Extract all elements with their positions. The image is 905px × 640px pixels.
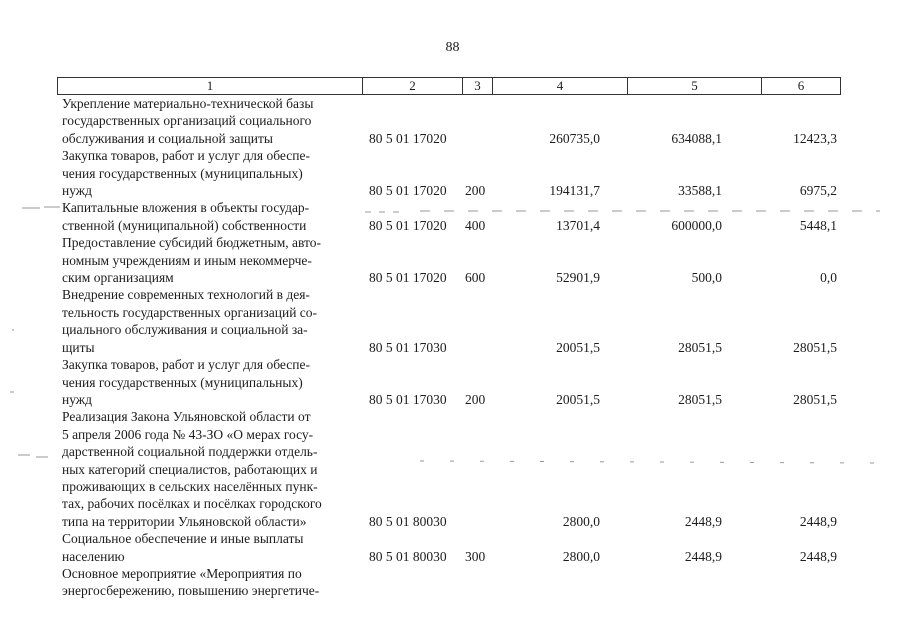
amount-col-5: 600000,0 (671, 217, 722, 233)
target-article-code: 80 5 01 80030 (369, 513, 447, 529)
amount-col-5: 33588,1 (678, 183, 722, 199)
table-row (0, 356, 905, 408)
amount-col-4: 2800,0 (562, 513, 600, 529)
amount-col-6: 2448,9 (799, 548, 837, 564)
amount-col-5: 2448,9 (684, 513, 722, 529)
description-line: ственной (муниципальной) собственности (62, 217, 307, 233)
amount-col-6: 5448,1 (799, 217, 837, 233)
row-description (62, 147, 358, 199)
table-row (0, 408, 905, 530)
amount-col-4: 260735,0 (549, 130, 600, 146)
table-row (0, 95, 905, 147)
target-article-code: 80 5 01 17030 (369, 339, 447, 355)
column-header-3: 3 (463, 78, 493, 94)
description-line: номным учреждениям и иным некоммерче- (62, 252, 312, 268)
expense-type-code: 200 (465, 183, 486, 199)
target-article-code: 80 5 01 80030 (369, 548, 447, 564)
amount-col-4: 2800,0 (562, 548, 600, 564)
table-row (0, 530, 905, 565)
column-header-4: 4 (493, 78, 628, 94)
amount-col-6: 28051,5 (793, 339, 837, 355)
description-line: Внедрение современных технологий в дея- (62, 287, 310, 303)
description-line: Закупка товаров, работ и услуг для обеспе- (62, 148, 310, 164)
target-article-code: 80 5 01 17020 (369, 130, 447, 146)
amount-col-4: 194131,7 (549, 183, 600, 199)
row-description (62, 286, 358, 356)
column-header-6: 6 (797, 78, 805, 93)
description-line: нужд (62, 391, 92, 407)
table-row (0, 147, 905, 199)
description-line: ским организациям (62, 270, 174, 286)
description-line: ных категорий специалистов, работающих и (62, 461, 318, 477)
table-column-header (57, 77, 841, 95)
amount-col-6: 6975,2 (799, 183, 837, 199)
amount-col-6: 28051,5 (793, 391, 837, 407)
description-line: дарственной социальной поддержки отдель- (62, 444, 318, 460)
description-line: 5 апреля 2006 года № 43-ЗО «О мерах госу- (62, 426, 314, 442)
expense-type-code: 300 (465, 548, 486, 564)
table-row (0, 286, 905, 356)
description-line: Предоставление субсидий бюджетным, авто- (62, 235, 321, 251)
amount-col-5: 634088,1 (671, 130, 722, 146)
description-line: Закупка товаров, работ и услуг для обеспе- (62, 357, 310, 373)
amount-col-4: 52901,9 (556, 270, 600, 286)
description-line: проживающих в сельских населённых пунк- (62, 478, 318, 494)
amount-col-6: 2448,9 (799, 513, 837, 529)
description-line: Реализация Закона Ульяновской области от (62, 409, 311, 425)
amount-col-6: 0,0 (820, 270, 837, 286)
description-line: Основное мероприятие «Мероприятия по (62, 565, 302, 581)
page-number: 88 (445, 40, 460, 55)
table-body (0, 95, 905, 600)
table-row (0, 199, 905, 234)
amount-col-5: 2448,9 (684, 548, 722, 564)
target-article-code: 80 5 01 17030 (369, 391, 447, 407)
description-line: щиты (62, 339, 95, 355)
amount-col-5: 28051,5 (678, 339, 722, 355)
row-description (62, 95, 358, 147)
row-description (62, 408, 358, 530)
row-description (62, 530, 358, 565)
description-line: населению (62, 548, 125, 564)
amount-col-5: 28051,5 (678, 391, 722, 407)
description-line: обслуживания и социальной защиты (62, 130, 273, 146)
row-description (62, 199, 358, 234)
amount-col-6: 12423,3 (793, 130, 837, 146)
amount-col-5: 500,0 (691, 270, 722, 286)
row-description (62, 565, 358, 600)
description-line: типа на территории Ульяновской области» (62, 513, 307, 529)
target-article-code: 80 5 01 17020 (369, 217, 447, 233)
expense-type-code: 400 (465, 217, 486, 233)
expense-type-code: 200 (465, 391, 486, 407)
description-line: нужд (62, 183, 92, 199)
description-line: чения государственных (муниципальных) (62, 374, 303, 390)
description-line: чения государственных (муниципальных) (62, 165, 303, 181)
column-header-2: 2 (363, 78, 463, 94)
target-article-code: 80 5 01 17020 (369, 270, 447, 286)
description-line: Капитальные вложения в объекты государ- (62, 200, 310, 216)
amount-col-4: 20051,5 (556, 339, 600, 355)
table-row (0, 565, 905, 600)
amount-col-4: 13701,4 (556, 217, 600, 233)
target-article-code: 80 5 01 17020 (369, 183, 447, 199)
row-description (62, 234, 358, 286)
description-line: тах, рабочих посёлках и посёлках городского (62, 496, 322, 512)
column-header-1: 1 (58, 78, 363, 94)
table-row (0, 234, 905, 286)
amount-col-4: 20051,5 (556, 391, 600, 407)
expense-type-code: 600 (465, 270, 486, 286)
description-line: энергосбережению, повышению энергетиче- (62, 583, 320, 599)
description-line: тельность государственных организаций со- (62, 304, 318, 320)
description-line: государственных организаций социального (62, 113, 312, 129)
row-description (62, 356, 358, 408)
description-line: Социальное обеспечение и иные выплаты (62, 531, 304, 547)
description-line: Укрепление материально-технической базы (62, 96, 314, 111)
description-line: циального обслуживания и социальной за- (62, 322, 308, 338)
column-header-5: 5 (628, 78, 762, 94)
